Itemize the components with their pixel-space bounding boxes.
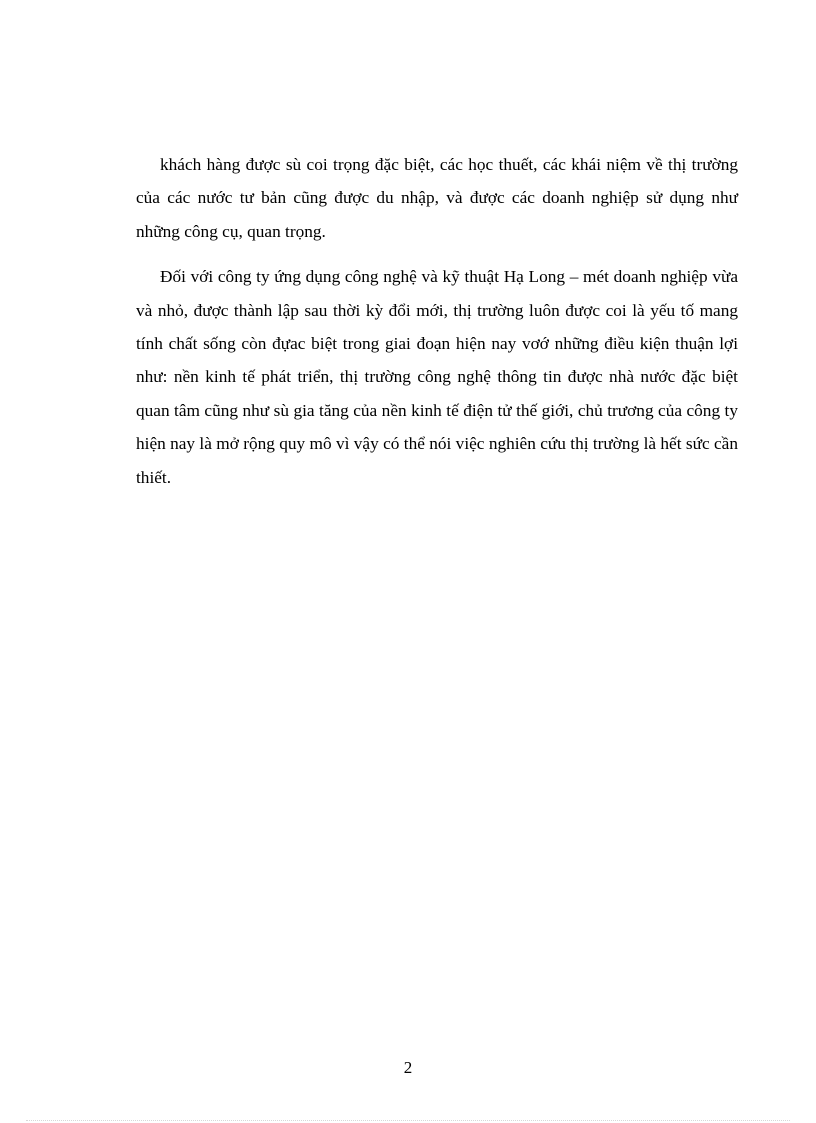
page-bottom-divider xyxy=(26,1120,790,1121)
paragraph-2: Đối với công ty ứng dụng công nghệ và kỹ thuật Hạ Long – mét doanh nghiệp vừa và nhỏ, được thành lập sau thời kỳ đổi mới, thị trường luôn được coi là yếu tố mang tính chất sống còn đựac biệt trong giai đoạn hiện nay vơớ những điều kiện thuận lợi như: nền kinh tế phát triển, thị trường công nghệ thông tin được nhà nước đặc biệt quan tâm cũng như sù gia tăng của nền kinh tế điện tử thế giới, chủ trương của công ty hiện nay là mở rộng quy mô vì vậy có thể nói việc nghiên cứu thị trường là hết sức cần thiết. xyxy=(136,267,738,487)
page-number: 2 xyxy=(403,1058,413,1077)
document-body xyxy=(136,148,738,494)
paragraph-1: khách hàng được sù coi trọng đặc biệt, các học thuết, các khái niệm về thị trường của các nước tư bản cũng được du nhập, và được các doanh nghiệp sử dụng như những công cụ, quan trọng. xyxy=(136,155,738,241)
